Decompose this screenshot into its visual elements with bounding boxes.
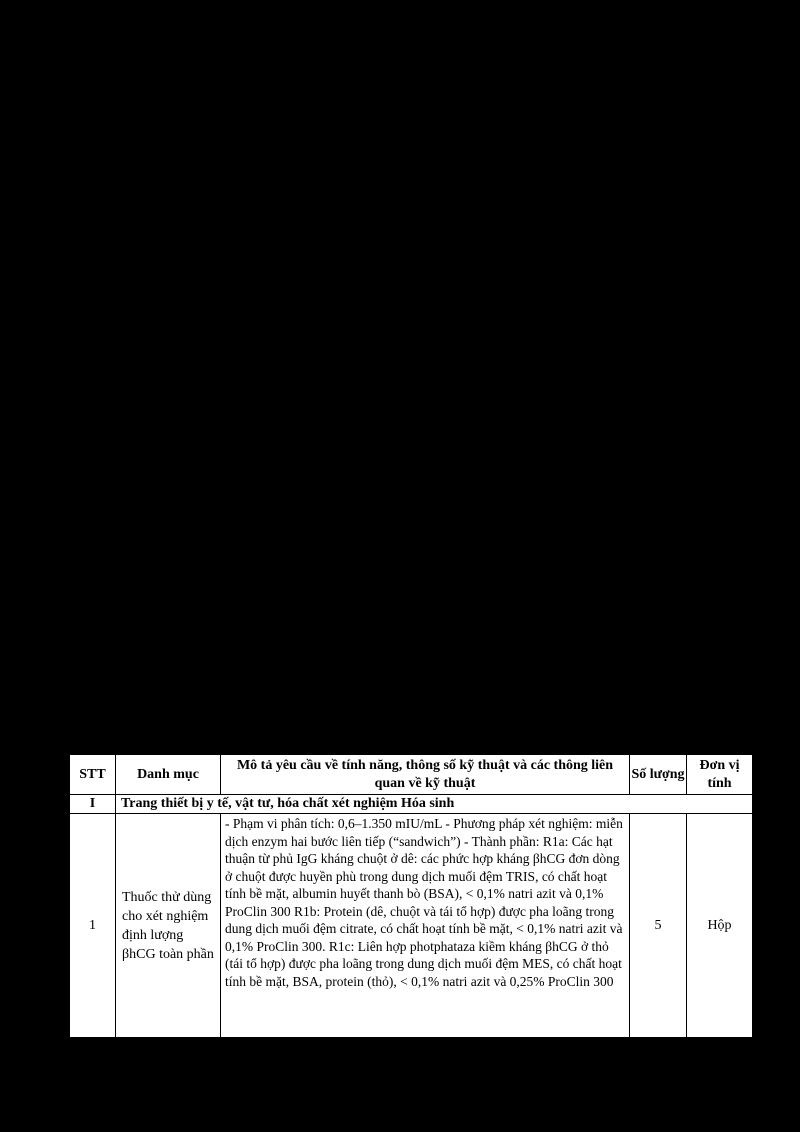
header-unit: Đơn vị tính [687, 755, 753, 795]
section-stt: I [70, 795, 116, 814]
header-row [70, 755, 753, 795]
row-stt: 1 [70, 814, 116, 1038]
table-row [70, 814, 753, 1038]
row-unit: Hộp [687, 814, 753, 1038]
section-title: Trang thiết bị y tế, vật tư, hóa chất xét nghiệm Hóa sinh [116, 795, 753, 814]
row-name: Thuốc thử dùng cho xét nghiệm định lượng βhCG toàn phần [116, 814, 221, 1038]
header-description: Mô tả yêu cầu về tính năng, thông số kỹ thuật và các thông liên quan về kỹ thuật [221, 755, 630, 795]
header-stt: STT [70, 755, 116, 795]
row-quantity: 5 [630, 814, 687, 1038]
header-quantity: Số lượng [630, 755, 687, 795]
section-row [70, 795, 753, 814]
header-category: Danh mục [116, 755, 221, 795]
row-description: - Phạm vi phân tích: 0,6–1.350 mIU/mL - Phương pháp xét nghiệm: miễn dịch enzym hai bước liên tiếp (“sandwich”) - Thành phần: R1a: Các hạt thuận từ phủ IgG kháng chuột ở dê: các phức hợp kháng βhCG đơn dòng ở chuột được huyền phù trong dung dịch muối đệm TRIS, có chất hoạt tính bề mặt, albumin huyết thanh bò (BSA), < 0,1% natri azit và 0,1% ProClin 300 R1b: Protein (dê, chuột và tái tổ hợp) được pha loãng trong dung dịch muối đệm citrate, có chất hoạt tính bề mặt, < 0,1% natri azit và 0,1% ProClin 300. R1c: Liên hợp photphataza kiềm kháng βhCG ở thỏ (tái tổ hợp) được pha loãng trong dung dịch muối đệm MES, có chất hoạt tính bề mặt, BSA, protein (thỏ), < 0,1% natri azit và 0,25% ProClin 300 [221, 814, 630, 1038]
requirements-table [69, 754, 753, 1038]
